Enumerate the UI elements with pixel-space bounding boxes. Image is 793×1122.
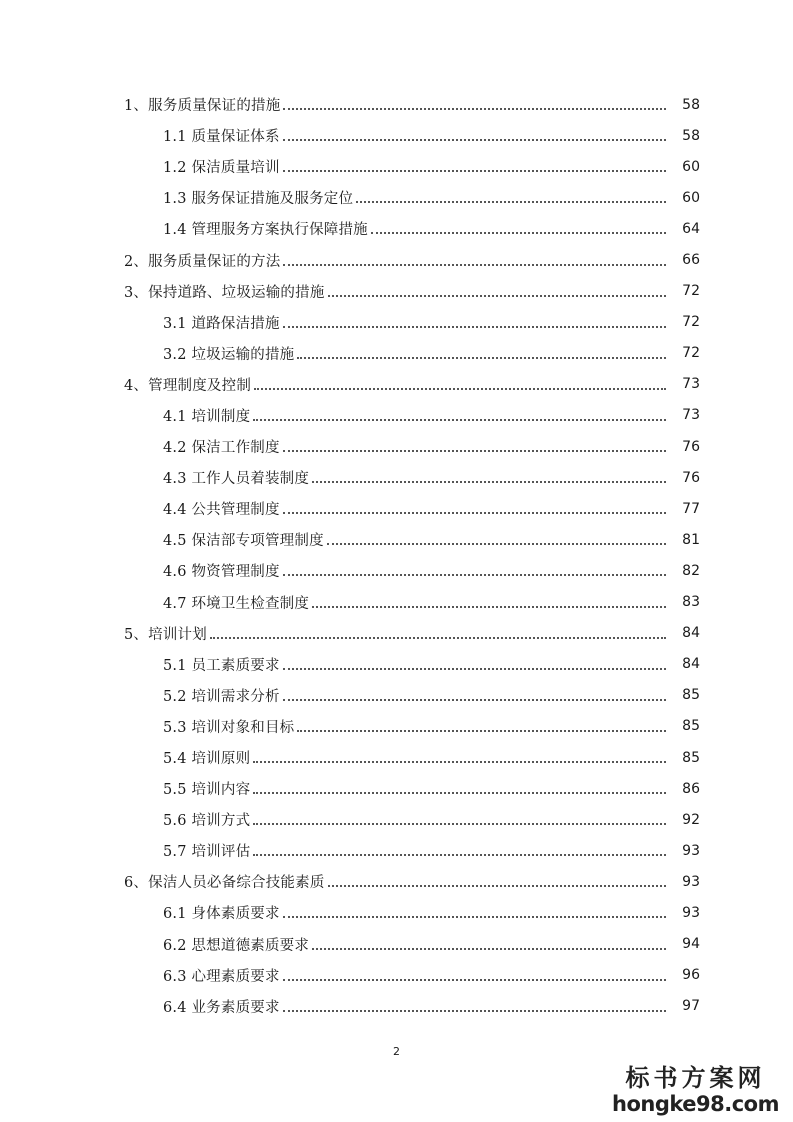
toc-entry[interactable]: [0, 307, 793, 338]
toc-dot-leader: [283, 915, 666, 918]
toc-dot-leader: [283, 107, 666, 110]
toc-entry-page: 72: [682, 345, 700, 362]
toc-dot-leader: [283, 138, 666, 141]
toc-entry[interactable]: [0, 555, 793, 586]
table-of-contents: [0, 89, 793, 1022]
toc-entry[interactable]: [0, 244, 793, 275]
toc-dot-leader: [312, 947, 666, 950]
toc-entry-title: 5.2 培训需求分析: [163, 688, 280, 705]
toc-entry-page: 72: [682, 314, 700, 331]
toc-entry-title: 4.4 公共管理制度: [163, 502, 280, 519]
toc-dot-leader: [327, 542, 666, 545]
toc-entry-title: 2、服务质量保证的方法: [124, 253, 281, 270]
toc-entry-page: 76: [682, 469, 700, 486]
toc-entry[interactable]: [0, 182, 793, 213]
toc-dot-leader: [283, 169, 666, 172]
toc-entry-page: 86: [682, 780, 700, 797]
toc-dot-leader: [253, 791, 666, 794]
toc-dot-leader: [283, 1009, 666, 1012]
toc-entry-title: 4.7 环境卫生检查制度: [163, 595, 310, 612]
toc-dot-leader: [283, 449, 666, 452]
toc-entry[interactable]: [0, 338, 793, 369]
toc-entry-title: 4.1 培训制度: [163, 408, 251, 425]
toc-entry[interactable]: [0, 587, 793, 618]
toc-entry[interactable]: [0, 866, 793, 897]
toc-entry-title: 1.2 保洁质量培训: [163, 160, 280, 177]
toc-dot-leader: [283, 511, 666, 514]
toc-entry[interactable]: [0, 929, 793, 960]
toc-entry[interactable]: [0, 680, 793, 711]
toc-dot-leader: [210, 636, 666, 639]
toc-entry[interactable]: [0, 960, 793, 991]
toc-dot-leader: [328, 884, 666, 887]
toc-dot-leader: [297, 729, 666, 732]
toc-entry-title: 1.4 管理服务方案执行保障措施: [163, 222, 368, 239]
toc-dot-leader: [283, 325, 666, 328]
toc-entry-page: 60: [682, 158, 700, 175]
watermark-name: 标书方案网: [625, 1063, 766, 1092]
toc-dot-leader: [283, 667, 666, 670]
toc-entry-title: 6.2 思想道德素质要求: [163, 937, 310, 954]
toc-entry-title: 3.1 道路保洁措施: [163, 315, 280, 332]
toc-entry-page: 85: [682, 749, 700, 766]
toc-entry[interactable]: [0, 618, 793, 649]
toc-dot-leader: [253, 853, 666, 856]
toc-entry[interactable]: [0, 649, 793, 680]
toc-entry-title: 1.3 服务保证措施及服务定位: [163, 191, 354, 208]
page-number: 2: [393, 1045, 400, 1058]
toc-entry-page: 73: [682, 376, 700, 393]
toc-entry-page: 94: [682, 936, 700, 953]
toc-entry-page: 85: [682, 718, 700, 735]
toc-entry-page: 76: [682, 438, 700, 455]
toc-entry-page: 92: [682, 811, 700, 828]
toc-entry-title: 5.6 培训方式: [163, 813, 251, 830]
toc-entry-page: 72: [682, 283, 700, 300]
toc-entry[interactable]: [0, 493, 793, 524]
toc-entry-page: 73: [682, 407, 700, 424]
toc-entry-page: 60: [682, 189, 700, 206]
toc-entry[interactable]: [0, 462, 793, 493]
toc-dot-leader: [253, 822, 666, 825]
toc-dot-leader: [254, 387, 666, 390]
toc-dot-leader: [283, 263, 666, 266]
toc-entry-title: 5.4 培训原则: [163, 751, 251, 768]
toc-entry[interactable]: [0, 773, 793, 804]
toc-dot-leader: [356, 200, 666, 203]
toc-entry-title: 6.4 业务素质要求: [163, 999, 280, 1016]
toc-entry[interactable]: [0, 276, 793, 307]
toc-dot-leader: [283, 573, 666, 576]
toc-entry[interactable]: [0, 89, 793, 120]
toc-dot-leader: [297, 356, 666, 359]
toc-entry[interactable]: [0, 991, 793, 1022]
toc-entry-page: 96: [682, 967, 700, 984]
toc-dot-leader: [283, 978, 666, 981]
toc-entry-page: 83: [682, 594, 700, 611]
toc-entry-page: 93: [682, 873, 700, 890]
toc-entry-page: 66: [682, 252, 700, 269]
toc-entry-title: 6.3 心理素质要求: [163, 968, 280, 985]
toc-dot-leader: [253, 418, 666, 421]
toc-dot-leader: [312, 605, 666, 608]
toc-entry-page: 93: [682, 842, 700, 859]
toc-dot-leader: [283, 698, 666, 701]
toc-entry-title: 4.2 保洁工作制度: [163, 440, 280, 457]
toc-dot-leader: [253, 760, 666, 763]
toc-entry[interactable]: [0, 897, 793, 928]
toc-entry-title: 3.2 垃圾运输的措施: [163, 346, 295, 363]
watermark-logo: [612, 1064, 779, 1116]
toc-entry-page: 64: [682, 220, 700, 237]
toc-entry-title: 4、管理制度及控制: [124, 377, 252, 394]
toc-entry-title: 5.7 培训评估: [163, 844, 251, 861]
toc-entry[interactable]: [0, 835, 793, 866]
toc-entry-page: 84: [682, 625, 700, 642]
toc-entry-title: 4.5 保洁部专项管理制度: [163, 533, 324, 550]
toc-entry-page: 77: [682, 500, 700, 517]
toc-entry-page: 58: [682, 96, 700, 113]
toc-entry-title: 1.1 质量保证体系: [163, 129, 280, 146]
toc-entry[interactable]: [0, 369, 793, 400]
toc-entry[interactable]: [0, 400, 793, 431]
watermark-domain: hongke98.com: [612, 1092, 779, 1116]
toc-entry[interactable]: [0, 524, 793, 555]
toc-entry-title: 5.1 员工素质要求: [163, 657, 280, 674]
toc-entry-title: 4.3 工作人员着装制度: [163, 471, 310, 488]
toc-dot-leader: [312, 480, 666, 483]
toc-entry-page: 85: [682, 687, 700, 704]
toc-entry-title: 6、保洁人员必备综合技能素质: [124, 875, 325, 892]
toc-entry[interactable]: [0, 711, 793, 742]
toc-entry-page: 93: [682, 904, 700, 921]
toc-dot-leader: [371, 231, 666, 234]
toc-entry-title: 1、服务质量保证的措施: [124, 98, 281, 115]
toc-entry-page: 82: [682, 562, 700, 579]
toc-entry-title: 3、保持道路、垃圾运输的措施: [124, 284, 325, 301]
toc-entry[interactable]: [0, 213, 793, 244]
toc-entry-page: 97: [682, 998, 700, 1015]
toc-dot-leader: [328, 294, 666, 297]
toc-entry-page: 81: [682, 531, 700, 548]
toc-entry-title: 4.6 物资管理制度: [163, 564, 280, 581]
toc-entry-title: 5.5 培训内容: [163, 782, 251, 799]
toc-entry-title: 5.3 培训对象和目标: [163, 719, 295, 736]
toc-entry[interactable]: [0, 742, 793, 773]
toc-entry[interactable]: [0, 120, 793, 151]
toc-entry[interactable]: [0, 804, 793, 835]
toc-entry[interactable]: [0, 151, 793, 182]
toc-entry-title: 5、培训计划: [124, 626, 207, 643]
toc-entry-page: 58: [682, 127, 700, 144]
toc-entry[interactable]: [0, 431, 793, 462]
toc-entry-title: 6.1 身体素质要求: [163, 906, 280, 923]
toc-entry-page: 84: [682, 656, 700, 673]
